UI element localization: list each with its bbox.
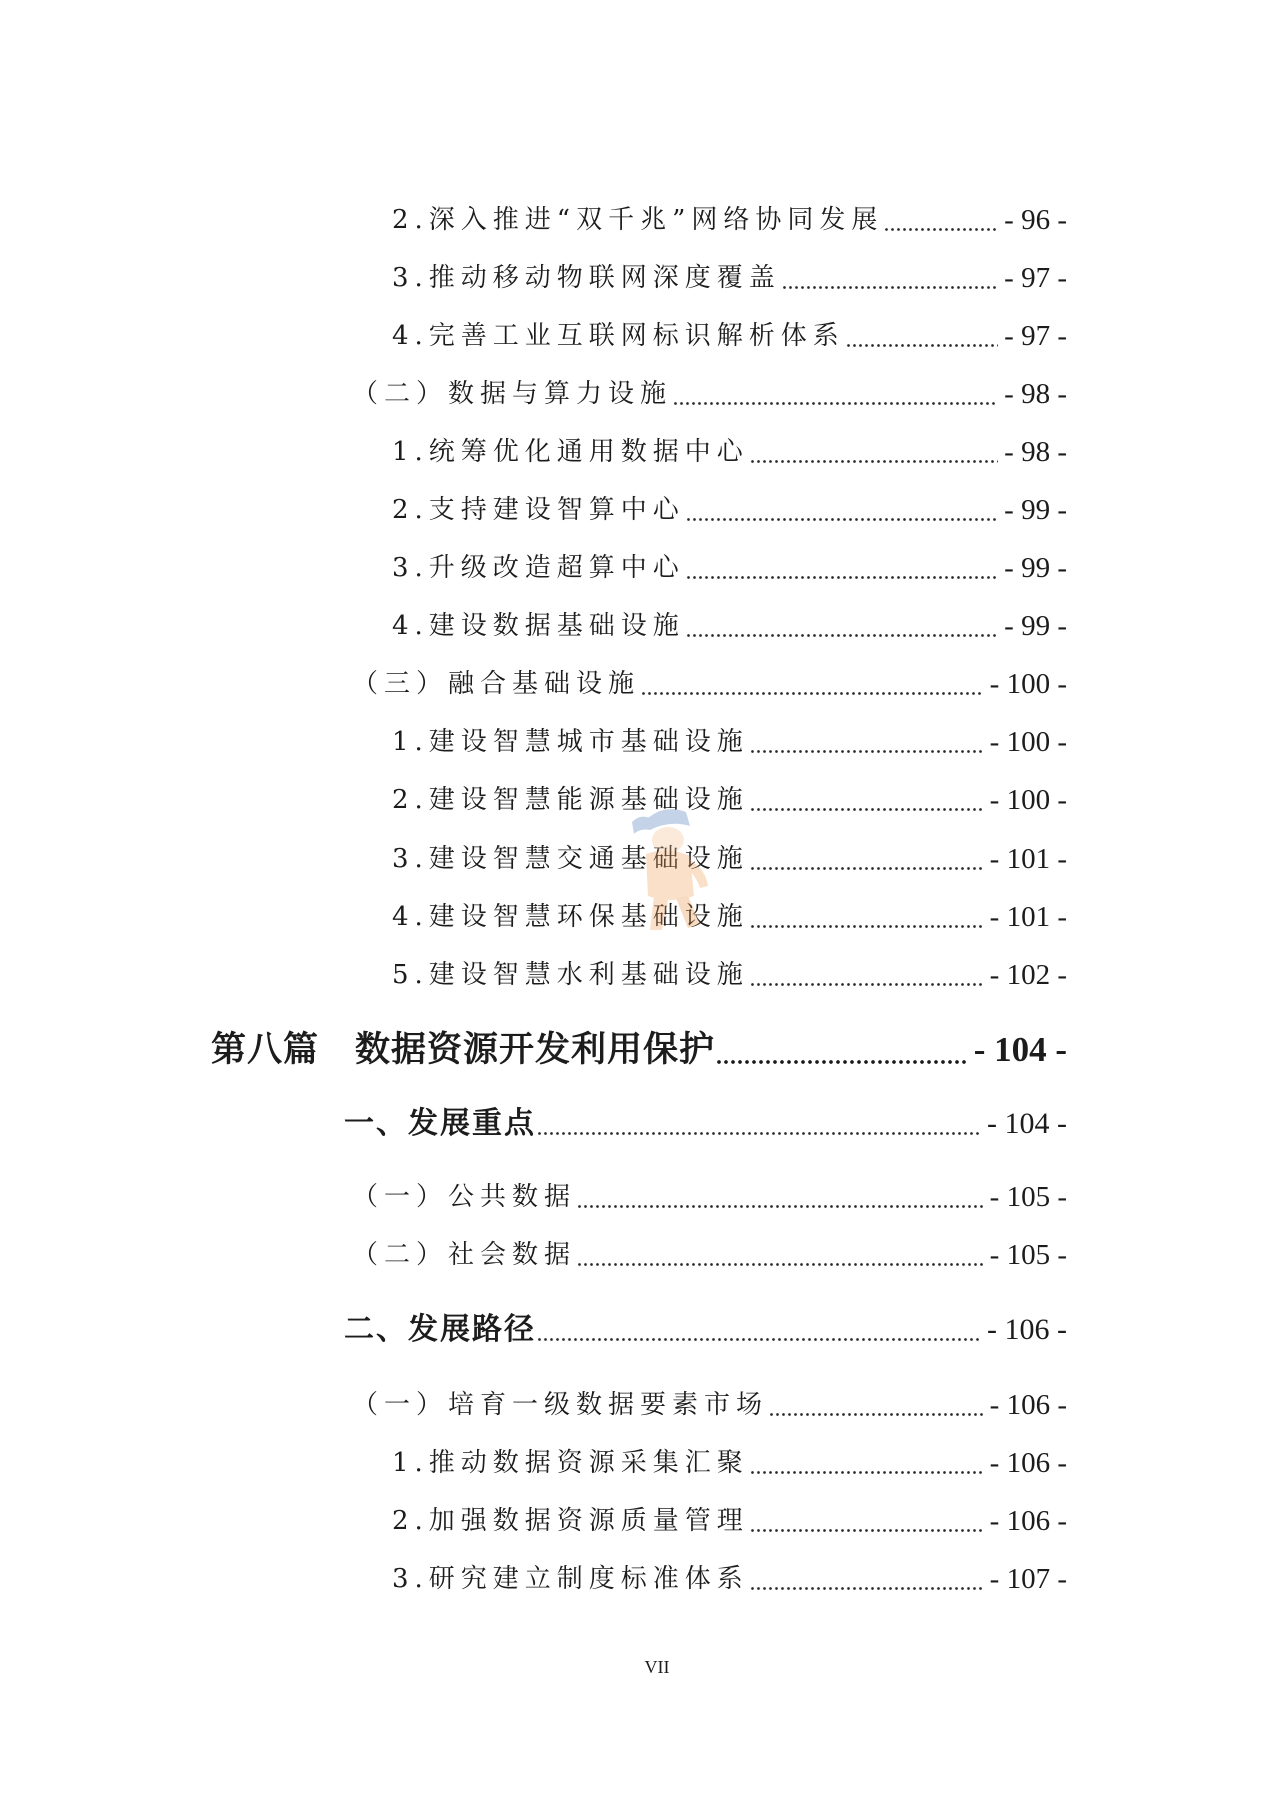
toc-section-title: 一、发展重点 <box>344 1106 536 1141</box>
dot-leader <box>642 662 984 706</box>
toc-section-page: - 106 - <box>987 1313 1067 1346</box>
toc-entry <box>392 837 1067 881</box>
toc-entry-page: - 99 - <box>1004 552 1067 584</box>
toc-entry <box>392 1557 1067 1601</box>
toc-section-page: - 104 - <box>987 1107 1067 1140</box>
toc-entry <box>392 1441 1067 1485</box>
toc-entry-page: - 101 - <box>989 843 1067 875</box>
watermark-figure-icon <box>610 800 720 940</box>
toc-part-number: 第八篇 <box>211 1030 320 1070</box>
dot-leader <box>687 546 998 590</box>
toc-entry <box>392 895 1067 939</box>
toc-subsection-title: （一）培育一级数据要素市场 <box>352 1390 769 1420</box>
dot-leader <box>687 488 998 532</box>
dot-leader <box>783 256 998 300</box>
toc-entry <box>392 430 1067 474</box>
toc-subsection <box>352 1233 1067 1277</box>
toc-subsection-page: - 105 - <box>989 1181 1067 1213</box>
toc-entry <box>392 488 1067 532</box>
toc-entry-title: 4.完善工业互联网标识解析体系 <box>392 321 845 351</box>
toc-subsection-title: （三）融合基础设施 <box>352 669 641 699</box>
dot-leader <box>751 1557 984 1601</box>
toc-entry-title: 4.建设数据基础设施 <box>392 611 685 641</box>
toc-subsection-title: （一）公共数据 <box>352 1182 577 1212</box>
toc-subsection-page: - 98 - <box>1004 378 1067 410</box>
dot-leader <box>847 314 998 358</box>
dot-leader <box>751 1441 984 1485</box>
dot-leader <box>717 1024 968 1076</box>
toc-subsection <box>352 1383 1067 1427</box>
toc-subsection-page: - 105 - <box>989 1239 1067 1271</box>
toc-entry <box>392 604 1067 648</box>
watermark-cap-brim <box>632 817 650 834</box>
toc-entry <box>392 720 1067 764</box>
dot-leader <box>538 1102 981 1146</box>
toc-entry-page: - 100 - <box>989 784 1067 816</box>
toc-entry-page: - 98 - <box>1004 436 1067 468</box>
watermark-head <box>652 827 684 853</box>
toc-entry-title: 4.建设智慧环保基础设施 <box>392 902 749 932</box>
toc-entry-title: 1.推动数据资源采集汇聚 <box>392 1448 749 1478</box>
toc-entry-title: 2.建设智慧能源基础设施 <box>392 785 749 815</box>
dot-leader <box>578 1175 984 1219</box>
dot-leader <box>578 1233 984 1277</box>
toc-section-title: 二、发展路径 <box>344 1312 536 1347</box>
toc-entry <box>392 256 1067 300</box>
dot-leader <box>751 1499 984 1543</box>
watermark-leg-right <box>676 896 700 928</box>
toc-entry-title: 1.建设智慧城市基础设施 <box>392 727 749 757</box>
toc-entry <box>392 546 1067 590</box>
dot-leader <box>751 953 984 997</box>
toc-entry-title: 3.研究建立制度标准体系 <box>392 1564 749 1594</box>
dot-leader <box>885 198 998 242</box>
dot-leader <box>751 837 984 881</box>
toc-entry-page: - 97 - <box>1004 320 1067 352</box>
watermark-cap <box>648 809 690 830</box>
toc-entry-page: - 99 - <box>1004 610 1067 642</box>
page-number-footer: VII <box>644 1657 670 1677</box>
dot-leader <box>751 720 984 764</box>
toc-entry-page: - 101 - <box>989 901 1067 933</box>
toc-subsection <box>352 1175 1067 1219</box>
toc-entry <box>392 778 1067 822</box>
toc-part-name: 数据资源开发利用保护 <box>355 1030 716 1070</box>
toc-subsection-page: - 100 - <box>989 668 1067 700</box>
toc-entry-page: - 100 - <box>989 726 1067 758</box>
toc-section <box>344 1308 1067 1352</box>
toc-part-page: - 104 - <box>973 1030 1067 1069</box>
toc-entry-title: 3.推动移动物联网深度覆盖 <box>392 263 781 293</box>
toc-subsection-page: - 106 - <box>989 1389 1067 1421</box>
toc-entry-page: - 107 - <box>989 1563 1067 1595</box>
toc-entry-title: 2.支持建设智算中心 <box>392 495 685 525</box>
dot-leader <box>751 430 998 474</box>
watermark-torso <box>646 850 694 900</box>
dot-leader <box>751 778 984 822</box>
toc-entry <box>392 198 1067 242</box>
toc-subsection-title: （二）社会数据 <box>352 1240 577 1270</box>
toc-entry <box>392 953 1067 997</box>
toc-subsection <box>352 662 1067 706</box>
dot-leader <box>751 895 984 939</box>
toc-entry <box>392 314 1067 358</box>
toc-entry <box>392 1499 1067 1543</box>
toc-entry-title: 3.建设智慧交通基础设施 <box>392 844 749 874</box>
dot-leader <box>538 1308 981 1352</box>
toc-subsection <box>352 372 1067 416</box>
toc-part <box>211 1024 1067 1076</box>
toc-entry-page: - 106 - <box>989 1447 1067 1479</box>
toc-entry-page: - 106 - <box>989 1505 1067 1537</box>
toc-entry-title: 2.加强数据资源质量管理 <box>392 1506 749 1536</box>
dot-leader <box>687 604 998 648</box>
toc-subsection-title: （二）数据与算力设施 <box>352 379 673 409</box>
toc-entry-page: - 99 - <box>1004 494 1067 526</box>
toc-entry-page: - 97 - <box>1004 262 1067 294</box>
toc-entry-title: 3.升级改造超算中心 <box>392 553 685 583</box>
toc-section <box>344 1102 1067 1146</box>
toc-entry-title: 1.统筹优化通用数据中心 <box>392 437 749 467</box>
toc-entry-title: 5.建设智慧水利基础设施 <box>392 960 749 990</box>
toc-part-title <box>211 1024 715 1076</box>
toc-entry-page: - 102 - <box>989 959 1067 991</box>
dot-leader <box>674 372 998 416</box>
toc-entry-page: - 96 - <box>1004 204 1067 236</box>
toc-entry-title: 2.深入推进“双千兆”网络协同发展 <box>392 205 884 235</box>
dot-leader <box>770 1383 984 1427</box>
watermark-leg-left <box>650 896 668 930</box>
